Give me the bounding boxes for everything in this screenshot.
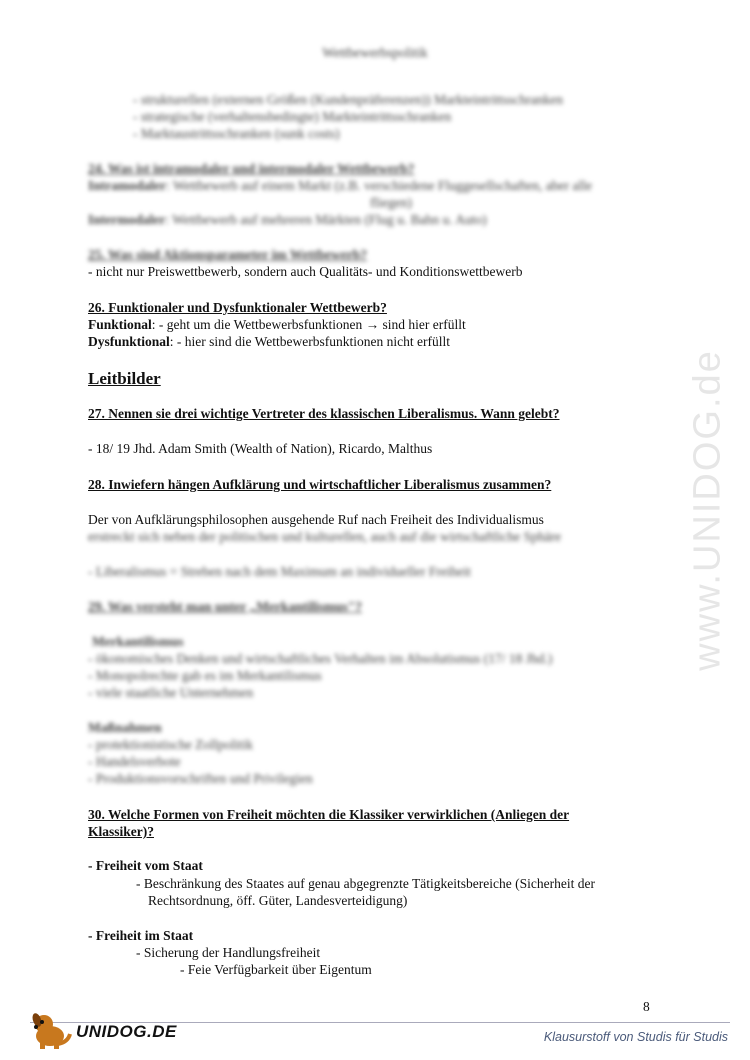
merkantilismus-heading: Merkantilismus [92,634,184,649]
answer-28: Der von Aufklärungsphilosophen ausgehende Ruf nach Freiheit des Individualismus [88,512,544,527]
blurred-line: - Marktaustrittsschranken (sunk costs) [133,126,340,141]
footer-tagline: Klausurstoff von Studis für Studis [543,1030,728,1044]
list-item: - ökonomisches Denken und wirtschaftliches Verhalten im Absolutismus (17/ 18 Jhd.) [88,651,553,666]
question-26: 26. Funktionaler und Dysfunktionaler Wettbewerb? [88,300,387,315]
answer-24-intra-cont: fliegen) [370,195,412,210]
list-item: - protektionistische Zollpolitik [88,737,253,752]
answer-28-blurred: erstreckt sich neben der politischen und kulturellen, auch auf die wirtschaftliche Sphäre [88,529,562,544]
question-25: 25. Was sind Aktionsparameter im Wettbewerb? [88,247,368,262]
list-item-cont: Rechtsordnung, öff. Güter, Landesverteidigung) [148,893,408,908]
question-29: 29. Was versteht man unter „Merkantilismus"? [88,599,362,614]
blurred-line: - strukturellen (externen Größen (Kundenpräferenzen)) Markteintrittsschranken [133,92,563,107]
list-item: - Monopolrechte gab es im Merkantilismus [88,668,322,683]
question-30-cont: Klassiker)? [88,824,154,839]
blurred-line: - strategische (verhaltensbedingte) Markteintrittsschranken [133,109,452,124]
list-item: - Handelsverbote [88,754,181,769]
answer-26-functional: Funktional: - geht um die Wettbewerbsfunktionen → sind hier erfüllt [88,317,466,332]
answer-28-blurred-2: - Liberalismus = Streben nach dem Maximum an individueller Freiheit [88,564,471,579]
dog-icon [30,1010,74,1050]
question-24: 24. Was ist intramodaler und intermodaler Wettbewerb? [88,161,415,176]
list-item: - Beschränkung des Staates auf genau abgegrenzte Tätigkeitsbereiche (Sicherheit der [136,876,595,891]
page-header-title: Wettbewerbspolitik [322,45,428,60]
list-item: - Produktionsvorschriften und Privilegien [88,771,313,786]
answer-24-inter: Intermodaler: Wettbewerb auf mehreren Märkten (Flug u. Bahn u. Auto) [88,212,487,227]
answer-25: - nicht nur Preiswettbewerb, sondern auch Qualitäts- und Konditionswettbewerb [88,264,523,279]
page-number: 8 [643,999,650,1014]
answer-27: - 18/ 19 Jhd. Adam Smith (Wealth of Nation), Ricardo, Malthus [88,441,433,456]
answer-26-dysfunctional: Dysfunktional: - hier sind die Wettbewerbsfunktionen nicht erfüllt [88,334,450,349]
question-27: 27. Nennen sie drei wichtige Vertreter des klassischen Liberalismus. Wann gelebt? [88,406,560,421]
section-heading: Leitbilder [88,369,161,388]
question-30: 30. Welche Formen von Freiheit möchten die Klassiker verwirklichen (Anliegen der [88,807,570,822]
question-28: 28. Inwiefern hängen Aufklärung und wirtschaftlicher Liberalismus zusammen? [88,477,552,492]
massnahmen-heading: Maßnahmen [88,720,162,735]
watermark-text: www.UNIDOG.de [686,349,729,671]
unidog-logo [30,1010,180,1050]
watermark [688,280,728,740]
list-item: - viele staatliche Unternehmen [88,685,254,700]
logo-text: UNIDOG.DE [76,1022,177,1041]
freiheit-vom-staat: - Freiheit vom Staat [88,858,203,873]
answer-24-intra: Intramodaler: Wettbewerb auf einem Markt (z.B. verschiedene Fluggesellschaften, aber alle [88,178,592,193]
freiheit-im-staat: - Freiheit im Staat [88,928,194,943]
list-item: - Feie Verfügbarkeit über Eigentum [180,962,372,977]
list-item: - Sicherung der Handlungsfreiheit [136,945,321,960]
